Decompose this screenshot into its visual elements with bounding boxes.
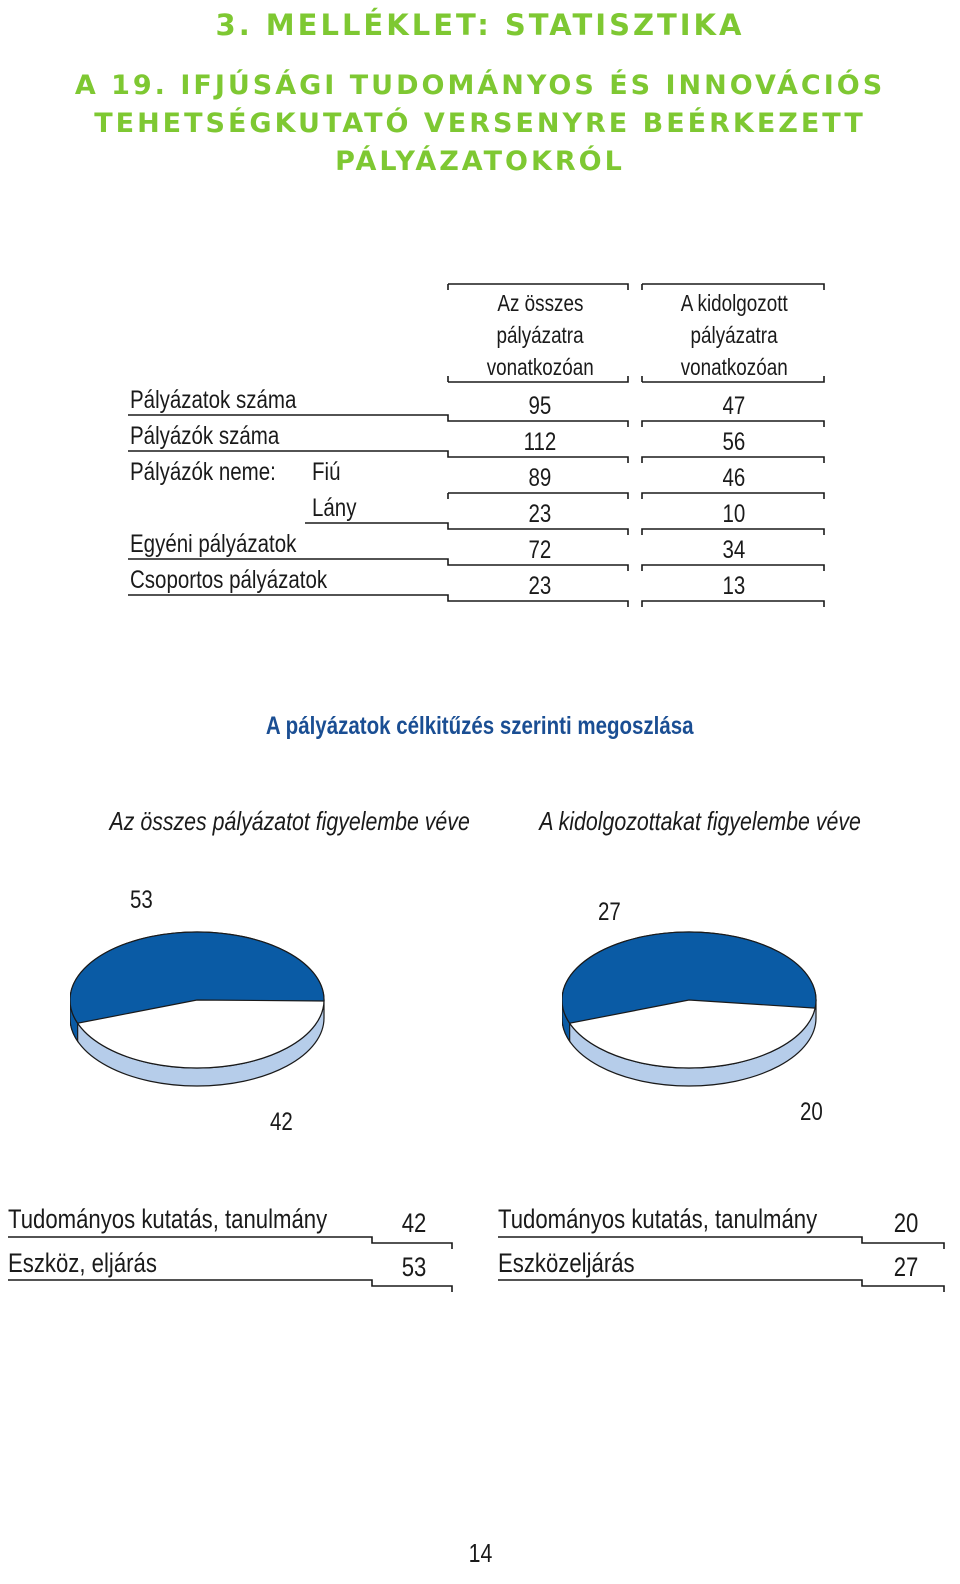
table-cell: 89 bbox=[528, 464, 552, 492]
table-cell: 10 bbox=[722, 500, 746, 528]
row-label-group: Csoportos pályázatok bbox=[130, 566, 328, 594]
legend1-label-research: Tudományos kutatás, tanulmány bbox=[8, 1204, 328, 1234]
table-cell: 56 bbox=[722, 428, 746, 456]
chart-section-title: A pályázatok célkitűzés szerinti megoszlása bbox=[266, 712, 694, 740]
subtitle-line-3: PÁLYÁZATOKRÓL bbox=[335, 146, 625, 177]
row-label-applicants: Pályázók száma bbox=[130, 422, 280, 450]
table-cell: 23 bbox=[528, 572, 552, 600]
row-label-male: Fiú bbox=[312, 458, 341, 486]
pie-title-developed: A kidolgozottakat figyelembe véve bbox=[539, 806, 861, 836]
column-header-developed: A kidolgozott pályázatra vonatkozóan bbox=[680, 290, 788, 380]
pie2-label-white: 20 bbox=[800, 1098, 823, 1126]
row-label-female: Lány bbox=[312, 494, 357, 522]
table-cell: 23 bbox=[528, 500, 552, 528]
pie1-label-blue: 53 bbox=[130, 886, 153, 914]
legend1-value-research: 42 bbox=[401, 1208, 427, 1238]
subtitle-line-2: TEHETSÉGKUTATÓ VERSENYRE BEÉRKEZETT bbox=[94, 108, 866, 139]
table-cell: 72 bbox=[528, 536, 552, 564]
table-cell: 34 bbox=[722, 536, 746, 564]
column-header-all: Az összes pályázatra vonatkozóan bbox=[486, 290, 594, 380]
row-label-gender: Pályázók neme: bbox=[130, 458, 276, 486]
legend2-label-tool: Eszközeljárás bbox=[498, 1248, 635, 1278]
pie-title-all: Az összes pályázatot figyelembe véve bbox=[109, 806, 470, 836]
legend1-value-tool: 53 bbox=[401, 1252, 427, 1282]
page-title: 3. MELLÉKLET: STATISZTIKA bbox=[215, 8, 745, 42]
pie1-label-white: 42 bbox=[270, 1108, 293, 1136]
legend1-label-tool: Eszköz, eljárás bbox=[8, 1248, 157, 1278]
subtitle-line-1: A 19. IFJÚSÁGI TUDOMÁNYOS ÉS INNOVÁCIÓS bbox=[74, 70, 886, 101]
table-cell: 112 bbox=[523, 428, 557, 456]
legend2-value-research: 20 bbox=[893, 1208, 919, 1238]
table-cell: 13 bbox=[722, 572, 746, 600]
page-number: 14 bbox=[468, 1538, 492, 1568]
pie2-label-blue: 27 bbox=[598, 898, 621, 926]
table-cell: 46 bbox=[722, 464, 746, 492]
legend2-value-tool: 27 bbox=[893, 1252, 919, 1282]
legend2-label-research: Tudományos kutatás, tanulmány bbox=[498, 1204, 818, 1234]
row-label-applications: Pályázatok száma bbox=[130, 386, 297, 414]
table-cell: 95 bbox=[528, 392, 552, 420]
table-cell: 47 bbox=[722, 392, 746, 420]
row-label-individual: Egyéni pályázatok bbox=[130, 530, 297, 558]
